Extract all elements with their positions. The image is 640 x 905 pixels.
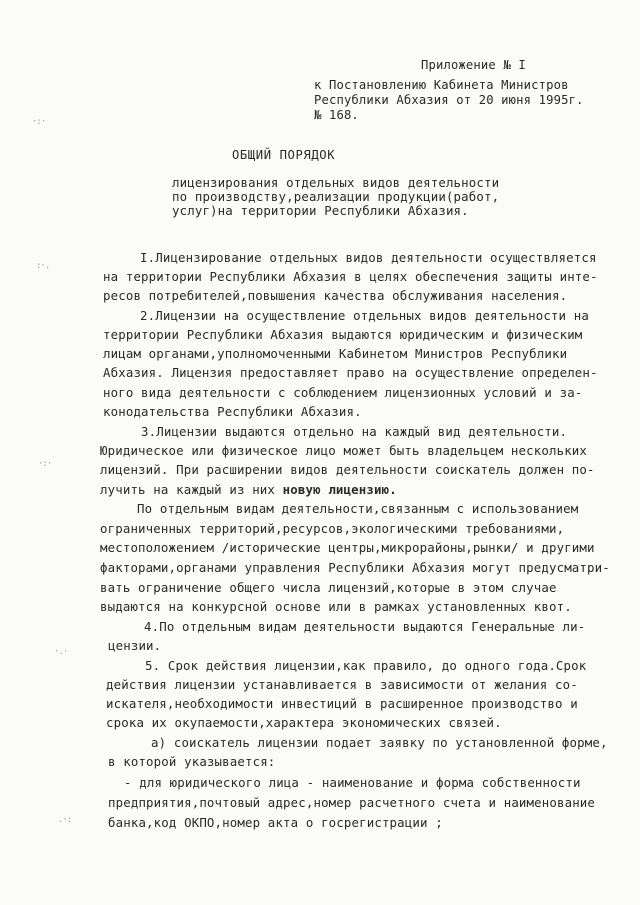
header-line: к Постановлению Кабинета Министров [314, 78, 569, 92]
header-line: № 168. [314, 108, 359, 122]
body-line: цензии. [108, 638, 162, 653]
body-line: Абхазия. Лицензия предоставляет право на осуществление определен- [103, 365, 598, 380]
body-line: конодательства Республики Абхазия. [103, 404, 362, 419]
margin-speck: ·:· [32, 117, 46, 127]
margin-speck: ·:· [38, 459, 52, 469]
body-line: банка,код ОКПО,номер акта о госрегистрации ; [108, 815, 443, 830]
body-line: - для юридического лица - наименование и форма собственности [124, 775, 581, 790]
body-line: Юридическое или физическое лицо может быть владельцем нескольких [100, 443, 588, 458]
body-line: а) соискатель лицензии подает заявку по установленной форме, [151, 735, 608, 750]
margin-speck: .·: [58, 815, 72, 825]
body-line-text: лучить на каждый из них [100, 482, 276, 497]
body-line: территории Республики Абхазия выдаются юридическим и физическим [103, 327, 583, 342]
subtitle-line: по производству,реализации продукции(работ, [172, 189, 500, 204]
header-line: Республики Абхазия от 20 июня 1995г. [314, 93, 584, 107]
body-line: По отдельным видам деятельности,связанным с использованием [137, 501, 579, 516]
body-line: 2.Лицензии на осуществление отдельных видов деятельности на [140, 308, 589, 323]
body-line: ного вида деятельности с соблюдением лицензионных условий и за- [103, 385, 583, 400]
margin-speck: :·. [36, 261, 50, 271]
subtitle-line: лицензирования отдельных видов деятельности [172, 175, 500, 190]
body-line: 3.Лицензии выдаются отдельно на каждый вид деятельности. [141, 424, 568, 439]
body-line: лицам органами,уполномоченными Кабинетом Министров Республики [103, 346, 568, 361]
body-line: в которой указывается: [108, 754, 276, 769]
appendix-label: Приложение № I [421, 58, 526, 72]
emphasized-text: новую лицензию. [282, 482, 397, 497]
subtitle-line: услуг)на территории Республики Абхазия. [172, 203, 469, 218]
body-line [100, 482, 397, 498]
body-line: лицензий. При расширении видов деятельности соискатель должен по- [100, 462, 595, 477]
body-line: срока их окупаемости,характера экономических связей. [106, 715, 502, 730]
body-line: предприятия,почтовый адрес,номер расчетного счета и наименование [108, 795, 596, 810]
body-line: ресов потребителей,повышения качества обслуживания населения. [103, 288, 568, 303]
body-line: искателя,необходимости инвестиций в расширенное производство и [106, 696, 578, 711]
margin-speck: ·.· [54, 647, 68, 657]
body-line: I.Лицензирование отдельных видов деятельности осуществляется [140, 250, 597, 265]
body-line: 5. Срок действия лицензии,как правило, до одного года.Срок [145, 658, 587, 673]
body-line: ограниченных территорий,ресурсов,экологическими требованиями, [100, 521, 565, 536]
body-line: выдаются на конкурсной основе или в рамках установленных квот. [100, 599, 572, 614]
body-line: 4.По отдельным видам деятельности выдаются Генеральные ли- [144, 619, 586, 634]
body-line: на территории Республики Абхазия в целях обеспечения защиты инте- [103, 269, 598, 284]
body-line: вать ограничение общего числа лицензий,которые в этом случае [100, 580, 557, 595]
document-title: ОБЩИЙ ПОРЯДОК [232, 148, 336, 162]
body-line: местоположением /исторические центры,микрорайоны,рынки/ и другими [100, 540, 595, 555]
body-line: действия лицензии устанавливается в зависимости от желания со- [106, 677, 578, 692]
body-line: факторами,органами управления Республики Абхазия могут предусматри- [100, 560, 610, 575]
